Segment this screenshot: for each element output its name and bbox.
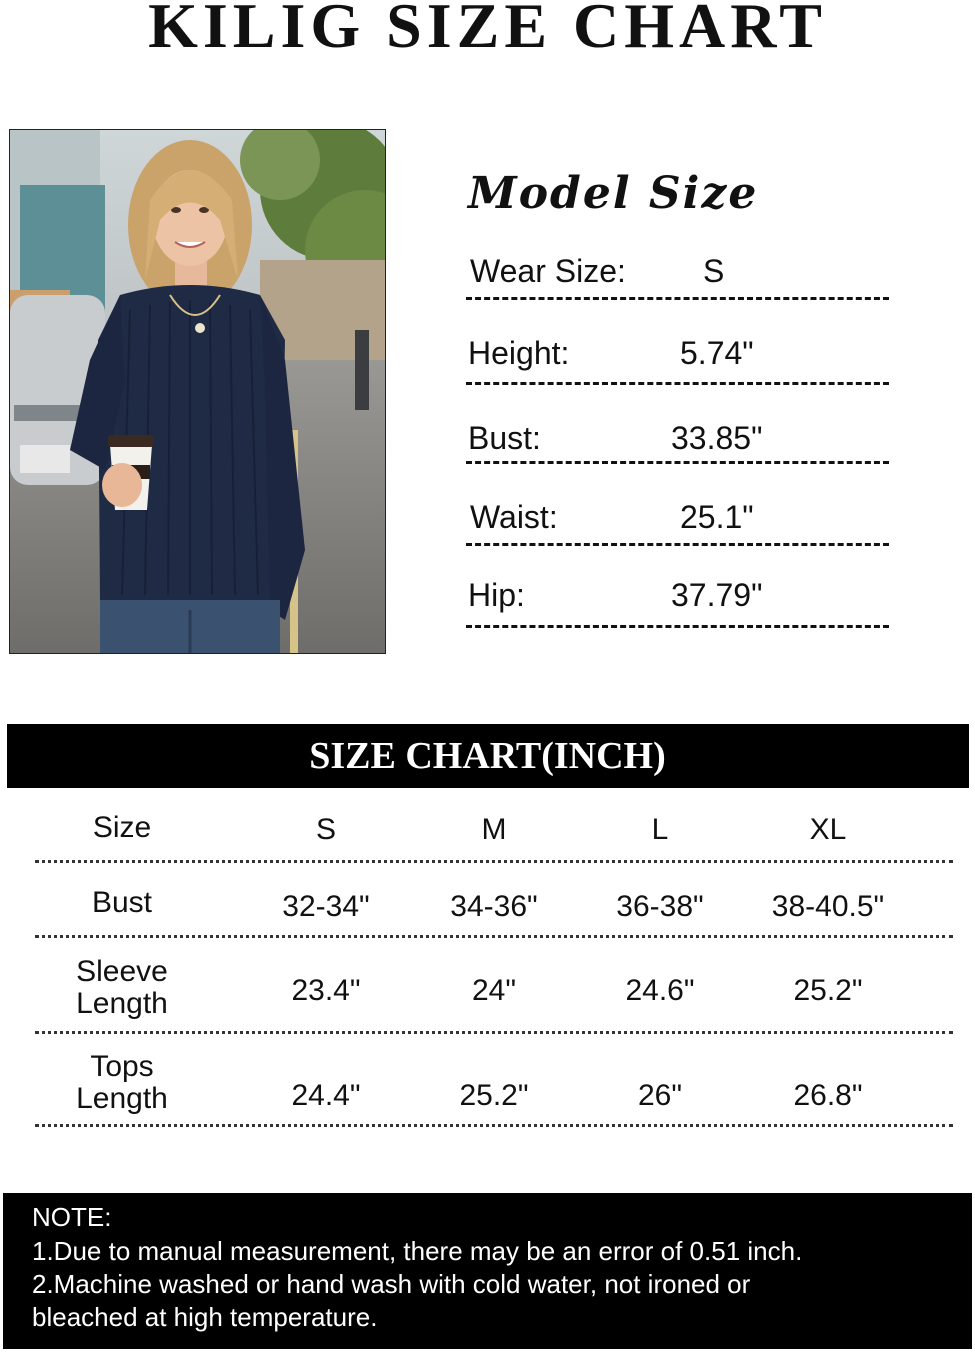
spec-value: S <box>703 253 725 289</box>
size-column-header: Size <box>92 811 152 844</box>
spec-row-waist <box>466 499 890 539</box>
dashed-divider <box>466 625 889 628</box>
spec-label: Hip: <box>468 577 525 613</box>
table-cell: 24.4" <box>291 1079 361 1112</box>
table-cell: 25.2" <box>459 1079 529 1112</box>
table-cell: 26.8" <box>793 1079 863 1112</box>
size-chart-title: SIZE CHART(INCH) <box>309 735 666 777</box>
model-size-heading: Model Size <box>468 168 759 219</box>
spec-label: Height: <box>468 335 570 371</box>
size-header-xl: XL <box>809 813 847 846</box>
row-label-line: Tops <box>90 1050 154 1083</box>
page-title: KILIG SIZE CHART <box>148 0 827 61</box>
size-header-s: S <box>315 813 336 846</box>
spec-label: Wear Size: <box>470 253 626 289</box>
spec-label: Bust: <box>468 420 541 456</box>
note-line: 1.Due to manual measurement, there may be an error of 0.51 inch. <box>32 1236 803 1266</box>
row-label-tops-length <box>52 1051 192 1115</box>
table-cell: 24" <box>471 974 517 1007</box>
dashed-divider <box>466 461 889 464</box>
model-photo <box>9 129 386 654</box>
table-cell: 26" <box>637 1079 683 1112</box>
note-line: 2.Machine washed or hand wash with cold water, not ironed or <box>32 1269 751 1299</box>
row-label-line: Length <box>76 1082 168 1115</box>
spec-value: 37.79" <box>671 577 763 613</box>
table-cell: 36-38" <box>616 890 704 923</box>
dotted-divider <box>35 1031 953 1034</box>
size-header-l: L <box>651 813 669 846</box>
dashed-divider <box>466 543 889 546</box>
spec-row-wear-size <box>466 253 890 293</box>
model-photo-illustration <box>10 130 385 653</box>
dotted-divider <box>35 1124 953 1127</box>
spec-value: 5.74" <box>680 335 754 371</box>
row-label-sleeve-length <box>52 956 192 1020</box>
dashed-divider <box>466 382 889 385</box>
row-label-line: Length <box>76 987 168 1020</box>
row-label-bust: Bust <box>91 886 153 919</box>
dotted-divider <box>35 935 953 938</box>
size-header-m: M <box>481 813 507 846</box>
table-cell: 25.2" <box>793 974 863 1007</box>
note-line: bleached at high temperature. <box>32 1302 378 1332</box>
spec-row-height <box>466 335 890 375</box>
dotted-divider <box>35 860 953 863</box>
spec-row-hip <box>466 577 890 617</box>
table-cell: 23.4" <box>291 974 361 1007</box>
spec-value: 25.1" <box>680 499 754 535</box>
spec-value: 33.85" <box>671 420 763 456</box>
dashed-divider <box>466 297 889 300</box>
spec-row-bust <box>466 420 890 460</box>
table-cell: 32-34" <box>282 890 370 923</box>
spec-label: Waist: <box>470 499 558 535</box>
table-cell: 34-36" <box>450 890 538 923</box>
table-cell: 24.6" <box>625 974 695 1007</box>
note-heading: NOTE: <box>32 1202 112 1232</box>
row-label-line: Sleeve <box>76 955 168 988</box>
table-cell: 38-40.5" <box>771 890 885 923</box>
